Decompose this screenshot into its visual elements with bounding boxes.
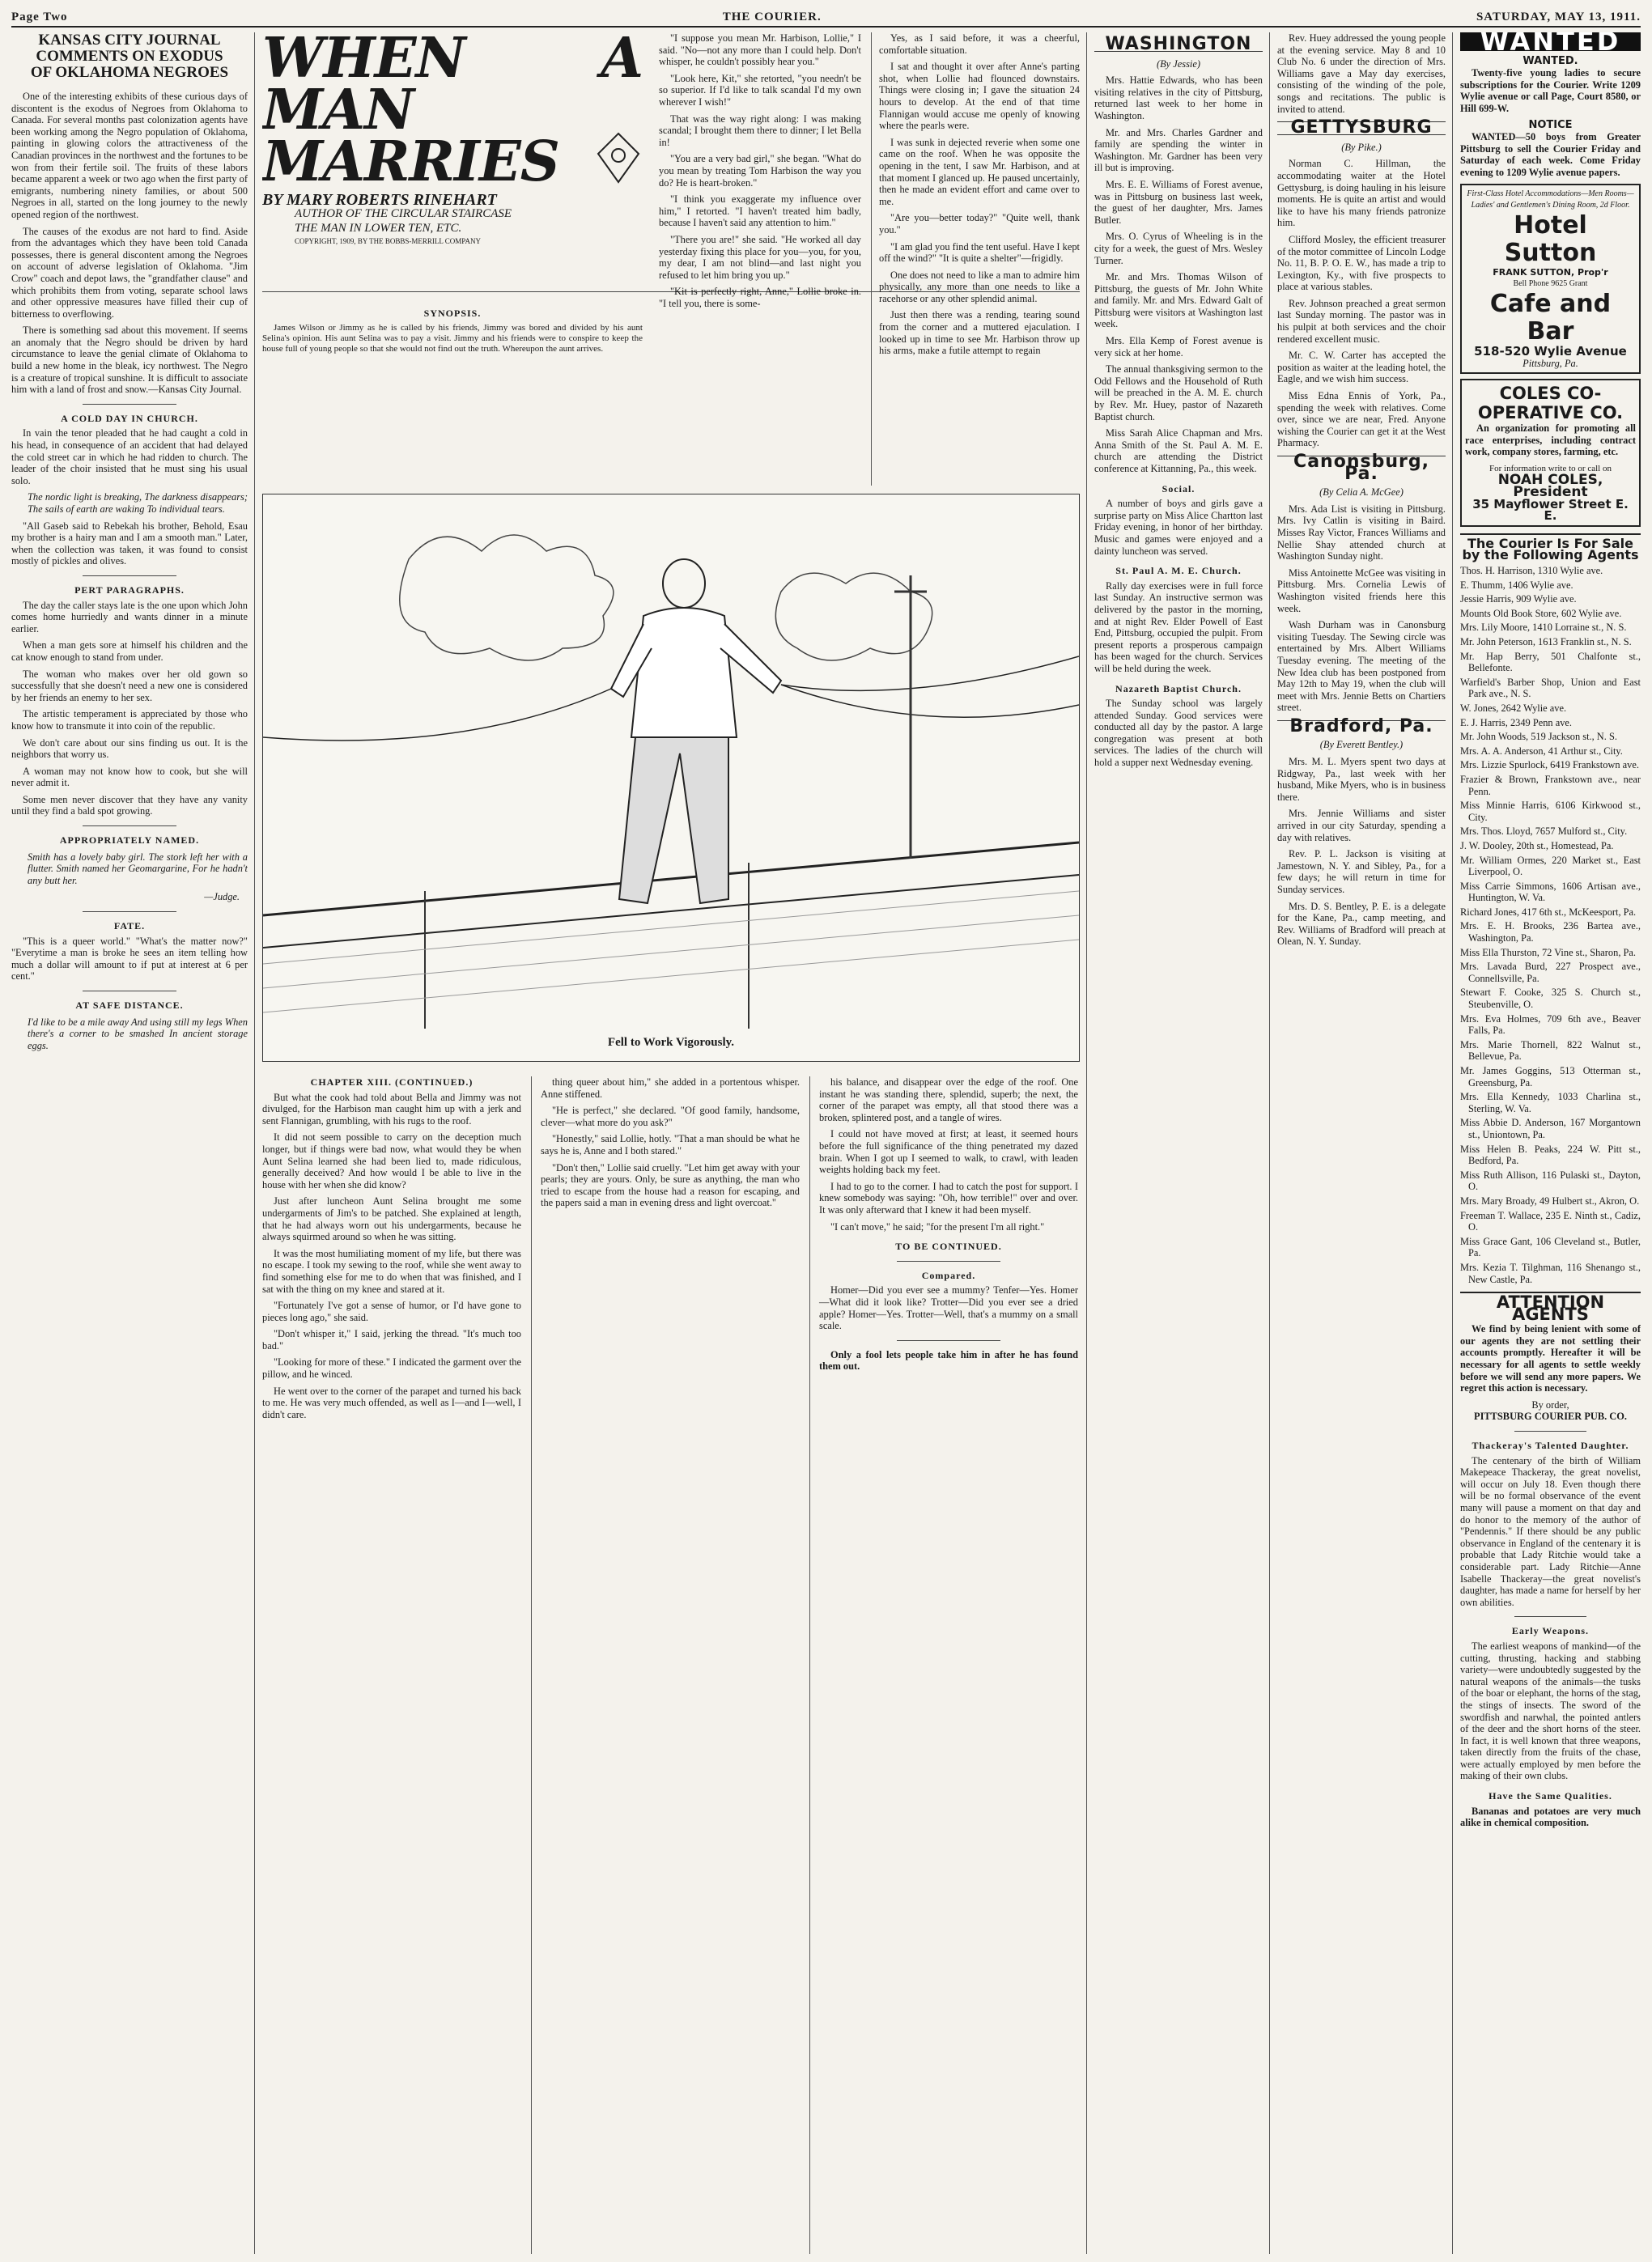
serial-author-credit-1: AUTHOR OF THE CIRCULAR STAIRCASE xyxy=(295,206,512,220)
verse: Smith has a lovely baby girl. The stork left her with a flutter. Smith named her Geomargarine, For he hadn't any butt her. xyxy=(28,851,248,886)
agent-entry: Mrs. Lavada Burd, 227 Prospect ave., Connellsville, Pa. xyxy=(1460,961,1641,984)
subhead-pert-paragraphs: PERT PARAGRAPHS. xyxy=(74,584,185,596)
agent-entry: Miss Abbie D. Anderson, 167 Morgantown st., Uniontown, Pa. xyxy=(1460,1117,1641,1140)
verse: I'd like to be a mile away And using still my legs When there's a corner to be smashed In ancient storage eggs. xyxy=(28,1016,248,1051)
agent-entry: Mr. William Ormes, 220 Market st., East Liverpool, O. xyxy=(1460,854,1641,878)
illustration xyxy=(262,494,1080,1062)
serial-column-c xyxy=(879,32,1080,362)
synopsis-text: James Wilson or Jimmy as he is called by his friends, Jimmy was bored and divided by his aunt Selina's opinion. His aunt Selina was to pay a visit. Jimmy and his friends were to conspire to keep the house full of young people so that she would not find out the truth. Whereupon the aunt arrives. xyxy=(262,322,643,354)
serial-story xyxy=(262,32,1080,2254)
news-item: Mrs. E. E. Williams of Forest avenue, was in Pittsburg on business last week, the guest of her daughter, Mrs. James Butler. xyxy=(1094,178,1263,226)
column-washington xyxy=(1094,32,1263,2254)
serial-lower-column-b xyxy=(541,1076,800,1214)
agent-entry: Mr. Hap Berry, 501 Chalfonte st., Bellefonte. xyxy=(1460,650,1641,674)
divider xyxy=(897,1340,1000,1341)
wanted-heading: WANTED. xyxy=(1522,54,1578,67)
news-item: Miss Antoinette McGee was visiting in Pittsburg. Mrs. Cornelia Lewis of Washington visited friends here this week. xyxy=(1277,567,1446,614)
news-item: Mrs. O. Cyrus of Wheeling is in the city for a week, the guest of Mrs. Wesley Turner. xyxy=(1094,231,1263,266)
agent-entry: Miss Carrie Simmons, 1606 Artisan ave., Huntington, W. Va. xyxy=(1460,880,1641,904)
notice-text: WANTED—50 boys from Greater Pittsburg to sell the Courier Friday and Saturday of each week. Come Friday evening to 1209 Wylie avenue papers. xyxy=(1460,131,1641,178)
story-paragraph: "You are a very bad girl," she began. "What do you mean by treating Tom Harbison the way you do? He is heart-broken." xyxy=(659,153,861,189)
article-paragraph: "This is a queer world." "What's the matter now?" "Everytime a man is broke he sees an item telling how much a dollar will amount to if put at interest at 6 per cent." xyxy=(11,935,248,982)
column-rule xyxy=(1452,32,1453,2254)
news-item: Rev. P. L. Jackson is visiting at Jamestown, N. Y. and Sibley, Pa., for a few days; he will return in time for Sunday services. xyxy=(1277,848,1446,895)
story-paragraph: "Fortunately I've got a sense of humor, or I'd have gone to pieces long ago," she said. xyxy=(262,1300,521,1323)
agent-entry: W. Jones, 2642 Wylie ave. xyxy=(1460,702,1567,714)
subhead-social: Social. xyxy=(1161,482,1195,494)
coop-address: 35 Mayflower Street E. E. xyxy=(1472,496,1629,524)
agent-entry: E. J. Harris, 2349 Penn ave. xyxy=(1460,716,1572,728)
column-rule xyxy=(809,1076,810,2254)
news-item: Mrs. M. L. Myers spent two days at Ridgway, Pa., last week with her husband, Mike Myers, who is in business there. xyxy=(1277,756,1446,803)
agent-entry: Mrs. Thos. Lloyd, 7657 Mulford st., City. xyxy=(1460,825,1628,838)
synopsis-heading: SYNOPSIS. xyxy=(423,308,482,319)
story-paragraph: It was the most humiliating moment of my life, but there was no escape. I took my sewing to the roof, while she went away to find something else for me to do when that was finished, and I sat with the thing on my knee and stared at it. xyxy=(262,1247,521,1295)
to-be-continued: TO BE CONTINUED. xyxy=(895,1241,1002,1253)
column-rule xyxy=(1086,32,1087,2254)
story-paragraph: "Looking for more of these." I indicated the garment over the pillow, and he winced. xyxy=(262,1356,521,1381)
subhead-cold-day: A COLD DAY IN CHURCH. xyxy=(61,412,198,424)
agent-entry: E. Thumm, 1406 Wylie ave. xyxy=(1460,579,1573,591)
story-paragraph: "There you are!" she said. "He worked all day yesterday fixing this place for you—you, for you, my dear, I am not blind—and last night you refused to let him bring you up." xyxy=(659,233,861,281)
news-item: Mrs. Hattie Edwards, who has been visiting relatives in the city of Pittsburg, returned last week to her home in Washington. xyxy=(1094,74,1263,121)
story-paragraph: Just then there was a rending, tearing sound from the corner and a muttered ejaculation. I looked up in time to see Mr. Harbison throw up his arms, make a futile attempt to regain xyxy=(879,309,1080,357)
agent-entry: Miss Ruth Allison, 116 Pulaski st., Dayton, O. xyxy=(1460,1169,1641,1193)
chapter-heading: CHAPTER XIII. (CONTINUED.) xyxy=(310,1076,474,1088)
agent-entry: Mrs. E. H. Brooks, 236 Bartea ave., Washington, Pa. xyxy=(1460,920,1641,944)
correspondent-byline: (By Everett Bentley.) xyxy=(1319,739,1404,751)
rooftop-illustration xyxy=(263,494,1079,1029)
section-heading-washington: WASHINGTON xyxy=(1094,39,1263,52)
agent-entry: Jessie Harris, 909 Wylie ave. xyxy=(1460,593,1577,605)
agents-list xyxy=(1460,565,1641,1285)
news-item: Rev. Johnson preached a great sermon last Sunday morning. The pastor was in his pulpit at both services and the choir rendered excellent music. xyxy=(1277,297,1446,345)
subhead-compared: Compared. xyxy=(921,1269,976,1281)
article-paragraph: In vain the tenor pleaded that he had caught a cold in his head, in consequence of an accident that had delayed the cold street car in which he had ridden to church. The leader of the choir insisted that he must sing his usual solo. xyxy=(11,427,248,486)
column-rule xyxy=(531,1076,532,2254)
story-paragraph: "Are you—better today?" "Quite well, thank you." xyxy=(879,212,1080,236)
cafe-city: Pittsburg, Pa. xyxy=(1522,357,1578,369)
cafe-heading: Cafe and Bar xyxy=(1489,289,1612,346)
hotel-proprietor: FRANK SUTTON, Prop'r xyxy=(1493,266,1608,278)
story-paragraph: thing queer about him," she added in a portentous whisper. Anne stiffened. xyxy=(541,1076,800,1100)
divider xyxy=(83,825,177,826)
divider xyxy=(83,911,177,912)
serial-synopsis xyxy=(262,299,643,486)
subhead-appropriately-named: APPROPRIATELY NAMED. xyxy=(59,834,200,847)
headline-line-2: COMMENTS ON EXODUS xyxy=(36,48,223,65)
agent-entry: Mrs. Eva Holmes, 709 6th ave., Beaver Falls, Pa. xyxy=(1460,1012,1641,1037)
story-paragraph: Yes, as I said before, it was a cheerful, comfortable situation. xyxy=(879,32,1080,56)
story-paragraph: "I can't move," he said; "for the present I'm all right." xyxy=(830,1220,1045,1233)
wanted-banner: WANTED xyxy=(1460,32,1641,51)
cafe-address: 518-520 Wylie Avenue xyxy=(1474,343,1627,359)
illustration-caption: Fell to Work Vigorously. xyxy=(607,1035,735,1049)
story-paragraph: I was sunk in dejected reverie when some one came on the roof. When he was opposite the opening in the tent, I saw Mr. Harbison, and at that moment I glanced up. He paused uncertainly, then he made an evident effort and came over to me. xyxy=(879,136,1080,207)
story-paragraph: "I am glad you find the tent useful. Have I kept off the wind?" "It is quite a shelter"—frigidly. xyxy=(879,240,1080,265)
story-paragraph: Just after luncheon Aunt Selina brought me some undergarments of Jim's to be patched. She explained at length, that he had always worn out his undergarments, because he always squirmed around so when he was sitting. xyxy=(262,1195,521,1243)
column-rule xyxy=(1269,32,1270,2254)
agent-entry: Miss Grace Gant, 106 Cleveland st., Butler, Pa. xyxy=(1460,1235,1641,1259)
attention-sig-1: By order, xyxy=(1531,1398,1569,1411)
agent-entry: Mrs. Marie Thornell, 822 Walnut st., Bellevue, Pa. xyxy=(1460,1038,1641,1063)
agent-entry: Miss Ella Thurston, 72 Vine st., Sharon, Pa. xyxy=(1460,946,1637,958)
agent-entry: Mrs. Lily Moore, 1410 Lorraine st., N. S. xyxy=(1460,622,1627,634)
article-paragraph: "All Gaseb said to Rebekah his brother, Behold, Esau my brother is a hairy man and I am a smooth man." Later, when the collection was taken, it was found to consist mostly of pickles and olives. xyxy=(11,520,248,567)
divider xyxy=(1514,1431,1586,1432)
story-paragraph: But what the cook had told about Bella and Jimmy was not divulged, for the Harbison man caught him up with a jerk and sent Flannigan, grumbling, with his rugs to the roof. xyxy=(262,1091,521,1127)
article-paragraph: There is something sad about this movement. If seems an anomaly that the Negro should be driven by hard circumstance to leave the genial climate of Oklahoma to build a new home in the bleak, icy northwest. The Negro is a creature of tropical sunshine. It is difficult to associate him with a land of frost and snow.—Kansas City Journal. xyxy=(11,325,248,396)
serial-author-credit-2: THE MAN IN LOWER TEN, ETC. xyxy=(295,221,462,235)
serial-upper-right xyxy=(659,32,1080,486)
article-paragraph: The day the caller stays late is the one upon which John comes home hurriedly and wants dinner in a minute earlier. xyxy=(11,599,248,634)
notice-heading: NOTICE xyxy=(1528,118,1573,131)
agent-entry: Warfield's Barber Shop, Union and East Park ave., N. S. xyxy=(1460,676,1641,700)
news-item: Rally day exercises were in full force last Sunday. An instructive sermon was delivered by the pastor in the morning, and at night Rev. Elder Powell of East End, Pittsburg, occupied the pulpit. From present reports a prosperous campaign has been waged for the church. Services will be held during the week. xyxy=(1094,579,1263,674)
news-item: Miss Sarah Alice Chapman and Mrs. Anna Smith of the St. Paul A. M. E. church are attending the District conference at Kittanning, Pa., this week. xyxy=(1094,427,1263,474)
story-paragraph: I could not have moved at first; at least, it seemed hours before the full significance of the thing penetrated my dazed brain. When I got up I seemed to walk, to crawl, with leaden weights holding back my feet. xyxy=(819,1128,1078,1176)
serial-title: WHEN A MAN MARRIES xyxy=(262,32,643,194)
coop-name: COLES CO-OPERATIVE CO. xyxy=(1477,384,1624,423)
agent-entry: Mr. John Peterson, 1613 Franklin st., N. S. xyxy=(1460,636,1632,647)
agent-entry: Mounts Old Book Store, 602 Wylie ave. xyxy=(1460,607,1622,619)
agent-entry: Mrs. Lizzie Spurlock, 6419 Frankstown ave. xyxy=(1460,759,1639,771)
closing-line: Only a fool lets people take him in after he has found them out. xyxy=(819,1348,1078,1373)
story-paragraph: his balance, and disappear over the edge of the roof. One instant he was standing there, splendid, superb; the next, the corner of the parapet was empty, all that stood there was a broken, splintered post, and a tangle of wires. xyxy=(819,1076,1078,1123)
hotel-phone: Bell Phone 9625 Grant xyxy=(1513,279,1588,289)
story-paragraph: He went over to the corner of the parapet and turned his back to me. He was very much offended, as well as I—and I—well, I didn't care. xyxy=(262,1385,521,1420)
agent-entry: Miss Minnie Harris, 6106 Kirkwood st., City. xyxy=(1460,800,1641,823)
story-paragraph: "Honestly," said Lollie, hotly. "That a man should be what he says he is, Anne and I both stared." xyxy=(541,1133,800,1156)
wanted-text: Twenty-five young ladies to secure subscriptions for the Courier. Write 1209 Wylie avenue or call Page, Court 8580, or Hill 699-W. xyxy=(1460,67,1641,114)
headline-line-1: KANSAS CITY JOURNAL xyxy=(38,32,221,49)
serial-column-b xyxy=(659,32,861,314)
section-heading-bradford: Bradford, Pa. xyxy=(1277,720,1446,733)
news-item: Mrs. Ada List is visiting in Pittsburg. Mrs. Ivy Catlin is visiting in Baird. Misses Ray Victor, Frances Williams and Nellie Shay attended church at Washington Sunday night. xyxy=(1277,503,1446,562)
agent-entry: J. W. Dooley, 20th st., Homestead, Pa. xyxy=(1460,839,1614,851)
news-item: The Sunday school was largely attended Sunday. Good services were conducted all day by the pastor. A large congregation was present at both services. The ladies of the church will hold a supper next Wednesday evening. xyxy=(1094,698,1263,769)
story-paragraph: One does not need to like a man to admire him physically, any more than one needs to like a racehorse or any other splendid animal. xyxy=(879,269,1080,304)
column-gettysburg xyxy=(1277,32,1446,2254)
correspondent-byline: (By Pike.) xyxy=(1341,141,1382,153)
news-item: Mr. and Mrs. Thomas Wilson of Pittsburg, the guests of Mr. John White and family. Mr. and Mrs. Edward Galt of Pittsburg were visitors at Washington last week. xyxy=(1094,271,1263,330)
divider xyxy=(83,404,177,405)
agent-entry: Mr. James Goggins, 513 Otterman st., Greensburg, Pa. xyxy=(1460,1065,1641,1089)
news-item: Wash Durham was in Canonsburg visiting Tuesday. The Sewing circle was entertained by Mrs. Albert Williams Tuesday evening. The meeting of the New Idea club has been postponed from May 12th to May 19, when the club will meet with Mrs. Jennie Betts on Chartiers street. xyxy=(1277,619,1446,714)
news-item: Rev. Huey addressed the young people at the evening service. May 8 and 10 Club No. 6 under the direction of Mrs. Williams gave a May day exercises, consisting of the winding of the pole, songs and recitations. The public is invited to attend. xyxy=(1277,32,1446,115)
verse: The nordic light is breaking, The darkness disappears; The sails of earth are waking To individual tears. xyxy=(28,491,248,515)
subhead-weapons: Early Weapons. xyxy=(1511,1625,1590,1637)
coop-description: An organization for promoting all race enterprises, including contract work, company stores, farming, etc. xyxy=(1465,422,1636,458)
article-paragraph: A woman may not know how to cook, but she will never admit it. xyxy=(11,765,248,789)
story-paragraph: I had to go to the corner. I had to catch the post for support. I knew somebody was saying: "Oh, how terrible!" over and over. It was only afterward that I knew it had been myself. xyxy=(819,1180,1078,1216)
serial-copyright: COPYRIGHT, 1909, BY THE BOBBS-MERRILL COMPANY xyxy=(295,236,481,245)
news-item: Mrs. Jennie Williams and sister arrived in our city Saturday, spending a day with relatives. xyxy=(1277,808,1446,843)
masthead xyxy=(11,8,1641,28)
story-paragraph: "Don't whisper it," I said, jerking the thread. "It's much too bad." xyxy=(262,1328,521,1352)
news-item: Mrs. Ella Kemp of Forest avenue is very sick at her home. xyxy=(1094,335,1263,359)
news-item: Miss Edna Ennis of York, Pa., spending the week with relatives. Come over, since we are near, Fred. Anyone wishing the Courier can get it at the West Pharmacy. xyxy=(1277,390,1446,449)
agent-entry: Miss Helen B. Peaks, 224 W. Pitt st., Bedford, Pa. xyxy=(1460,1143,1641,1167)
section-heading-canonsburg: Canonsburg, Pa. xyxy=(1277,456,1446,480)
story-paragraph: "Don't then," Lollie said cruelly. "Let him get away with your pearls; they are yours. Only, be sure as anything, the man who tried to escape from the house had a reason for escaping, and the papers said a man in evening dress and light overcoat." xyxy=(541,1161,800,1209)
subhead-nazareth: Nazareth Baptist Church. xyxy=(1115,682,1242,694)
headline-line-3: OF OKLAHOMA NEGROES xyxy=(30,64,229,81)
column-rule xyxy=(871,32,872,486)
newspaper-title: THE COURIER. xyxy=(722,10,822,23)
article-paragraph: The woman who makes over her old gown so successfully that she doesn't need a new one is considered by her friends an enemy to her sex. xyxy=(11,668,248,703)
coop-president: NOAH COLES, President xyxy=(1497,472,1603,501)
subhead-thackeray: Thackeray's Talented Daughter. xyxy=(1472,1440,1629,1452)
agent-entry: Richard Jones, 417 6th st., McKeesport, Pa. xyxy=(1460,906,1637,918)
agent-entry: Mrs. Mary Broady, 49 Hulbert st., Akron, O. xyxy=(1460,1195,1640,1207)
agent-entry: Thos. H. Harrison, 1310 Wylie ave. xyxy=(1460,565,1603,577)
agent-entry: Mr. John Woods, 519 Jackson st., N. S. xyxy=(1460,731,1617,743)
hotel-name: Hotel Sutton xyxy=(1504,210,1597,267)
news-item: Mrs. D. S. Bentley, P. E. is a delegate for the Kane, Pa., camp meeting, and Rev. Williams of Bradford will preach at Olean, N. Y. Sunday. xyxy=(1277,900,1446,948)
issue-date: SATURDAY, MAY 13, 1911. xyxy=(1476,10,1641,23)
serial-lower-column-c xyxy=(819,1076,1078,1377)
attribution: —Judge. xyxy=(204,891,240,903)
news-item: Clifford Mosley, the efficient treasurer of the motor committee of Lincoln Lodge No. 11, B. P. O. E. W., has made a trip to Lexington, Ky., with five prospects to place at various stables. xyxy=(1277,233,1446,293)
coop-info: For information write to or call on xyxy=(1489,463,1612,473)
article-paragraph: Bananas and potatoes are very much alike in chemical composition. xyxy=(1460,1805,1641,1829)
divider xyxy=(1514,1616,1586,1617)
agent-entry: Mrs. Ella Kennedy, 1033 Charlina st., Sterling, W. Va. xyxy=(1460,1091,1641,1114)
serial-lower-column-a xyxy=(262,1076,521,1425)
subhead-safe-distance: AT SAFE DISTANCE. xyxy=(75,999,184,1011)
news-item: The annual thanksgiving sermon to the Odd Fellows and the Household of Ruth will be preached in the A. M. E. church by Rev. Mr. Huey, pastor of Nazareth Baptist church. xyxy=(1094,363,1263,422)
column-rule xyxy=(254,32,255,2254)
attention-heading: ATTENTION AGENTS xyxy=(1460,1292,1641,1320)
column-ads xyxy=(1460,32,1641,2254)
article-paragraph: The artistic temperament is appreciated by those who know how to transmute it into coin of the republic. xyxy=(11,708,248,732)
column-kansas-city xyxy=(11,32,248,2254)
news-item: Norman C. Hillman, the accommodating waiter at the Hotel Gettysburg, is doing hauling in his leisure moments. He is quite an artist and would like to have his many friends patronize him. xyxy=(1277,158,1446,229)
joke-text: Homer—Did you ever see a mummy? Tenfer—Yes. Homer—What did it look like? Trotter—Did you ever see a dried apple? Homer—Yes. Trotter—Well, that's a mummy on a small scale. xyxy=(819,1284,1078,1332)
ornament-icon xyxy=(594,129,643,186)
article-paragraph: When a man gets sore at himself his children and the cat know enough to stand from under. xyxy=(11,639,248,663)
serial-author: BY MARY ROBERTS RINEHART xyxy=(262,191,497,209)
divider xyxy=(83,575,177,576)
story-paragraph: "Kit is perfectly right, Anne," Lollie broke in. "I tell you, there is some- xyxy=(659,286,861,309)
story-paragraph: That was the way right along: I was making scandal; I brought them there to dinner; I let Bella in! xyxy=(659,112,861,148)
news-item: Mr. C. W. Carter has accepted the position as waiter at the leading hotel, the Eagle, and we wish him success. xyxy=(1277,350,1446,385)
subhead-fate: FATE. xyxy=(113,920,146,932)
attention-text: We find by being lenient with some of our agents they are not settling their accounts promptly. Hereafter it will be necessary for all agents to settle weekly before we will send any more papers. We regret this action is necessary. xyxy=(1460,1323,1641,1394)
story-paragraph: "I think you exaggerate my influence over him," I retorted. "I haven't treated him badly, because I haven't said any attention to him." xyxy=(659,193,861,229)
subhead-st-paul: St. Paul A. M. E. Church. xyxy=(1115,565,1242,577)
story-paragraph: It did not seem possible to carry on the deception much longer, but if things were bad now, what would they be when Aunt Selina learned she had been lied to, made ridiculous, generally deceived? And how would I be able to live in the house with her when she did know? xyxy=(262,1131,521,1190)
page-number: Page Two xyxy=(11,10,68,23)
subhead-same-qualities: Have the Same Qualities. xyxy=(1488,1790,1612,1802)
article-paragraph: The centenary of the birth of William Makepeace Thackeray, the great novelist, will occur on July 18. Even though there will be no formal observance of the event many will pause a moment on that day and do honor to the memory of the author of "Pendennis." If there should be any public observance in England of the centenary it is probable that Lady Ritchie would take a considerable part. Lady Ritchie—Anne Isabelle Thackeray—the great novelist's daughter, has made a name for herself by her own abilities. xyxy=(1460,1454,1641,1608)
agents-heading: The Courier Is For Sale by the Following Agents xyxy=(1460,533,1641,562)
agent-entry: Freeman T. Wallace, 235 E. Ninth st., Cadiz, O. xyxy=(1460,1209,1641,1233)
serial-lower xyxy=(262,1076,1080,2254)
hotel-tagline: First-Class Hotel Accommodations—Men Rooms—Ladies' and Gentlemen's Dining Room, 2d Floor. xyxy=(1467,189,1634,210)
story-paragraph: I sat and thought it over after Anne's parting shot, when Lollie had flounced downstairs. Things were closing in; I gave the situation 24 hours to develop. At the end of that time Flannigan would accuse me openly of knowing where the pearls were. xyxy=(879,61,1080,132)
article-paragraph: The earliest weapons of mankind—of the cutting, thrusting, hacking and stabbing variety—were undoubtedly suggested by the natural weapons of the animals—the tusks of the boar or elephant, the horns of the stag, the stings of insects. The sword of the swordfish and narwhal, the pointed antlers of the deer and the short horns of the steer. In fact, it is well known that three weapons, taken directly from the fruits of the chase, were actually employed by men before the making of their own clubs. xyxy=(1460,1640,1641,1782)
correspondent-byline: (By Jessie) xyxy=(1156,57,1200,70)
agent-entry: Stewart F. Cooke, 325 S. Church st., Steubenville, O. xyxy=(1460,987,1641,1011)
article-paragraph: We don't care about our sins finding us out. It is the neighbors that worry us. xyxy=(11,736,248,761)
agent-entry: Frazier & Brown, Frankstown ave., near Penn. xyxy=(1460,773,1641,797)
section-heading-gettysburg: GETTYSBURG xyxy=(1277,121,1446,135)
article-paragraph: Some men never discover that they have any vanity until they find a bald spot growing. xyxy=(11,793,248,817)
hotel-sutton-ad xyxy=(1460,184,1641,375)
story-paragraph: "Look here, Kit," she retorted, "you needn't be so superior. If I'd like to talk scandal I'd my own wherever I wish!" xyxy=(659,72,861,108)
article-paragraph: One of the interesting exhibits of these curious days of discontent is the exodus of Negroes from Oklahoma to Canada. For several months past colonization agents have been working among the Negro population of Oklahoma, painting in glowing colors the attractiveness of the Canadian provinces in the northwest and the fortunes to be won from their fertile soil. The fruits of these labors became apparent a week or two ago when the first party of emigrants, numbering ninety families, or about 500 Negroes in all, started on the long journey to the newly opened region of the northwest. xyxy=(11,91,248,220)
agent-entry: Mrs. A. A. Anderson, 41 Arthur st., City. xyxy=(1460,745,1623,757)
agent-entry: Mrs. Kezia T. Tilghman, 116 Shenango st., New Castle, Pa. xyxy=(1460,1261,1641,1285)
story-paragraph: "I suppose you mean Mr. Harbison, Lollie," I said. "No—not any more than I could help. Don't whisper, he couldn't possibly hear you." xyxy=(659,32,861,68)
attention-sig-2: PITTSBURG COURIER PUB. CO. xyxy=(1474,1411,1627,1423)
article-paragraph: The causes of the exodus are not hard to find. Aside from the advantages which they have been told Canada possesses, there is general discontent among the Negroes on account of adverse legislation of Oklahoma. "Jim Crow" coach and depot laws, the "grandfather clause" and which prohibits them from voting, separate school laws and other oppressive measures have filled their cup of bitterness to overflowing. xyxy=(11,225,248,320)
news-item: Mr. and Mrs. Charles Gardner and family are spending the winter in Washington. Mr. Gardner has been very ill but is improving. xyxy=(1094,126,1263,174)
story-paragraph: "He is perfect," she declared. "Of good family, handsome, clever—what more do you ask?" xyxy=(541,1105,800,1128)
news-item: A number of boys and girls gave a surprise party on Miss Alice Chartton last Friday evening, in honor of her birthday. Music and games were enjoyed and a dainty luncheon was served. xyxy=(1094,498,1263,557)
correspondent-byline: (By Celia A. McGee) xyxy=(1319,486,1404,499)
divider xyxy=(897,1261,1000,1262)
columns xyxy=(11,32,1641,2254)
coles-coop-ad xyxy=(1460,379,1641,527)
